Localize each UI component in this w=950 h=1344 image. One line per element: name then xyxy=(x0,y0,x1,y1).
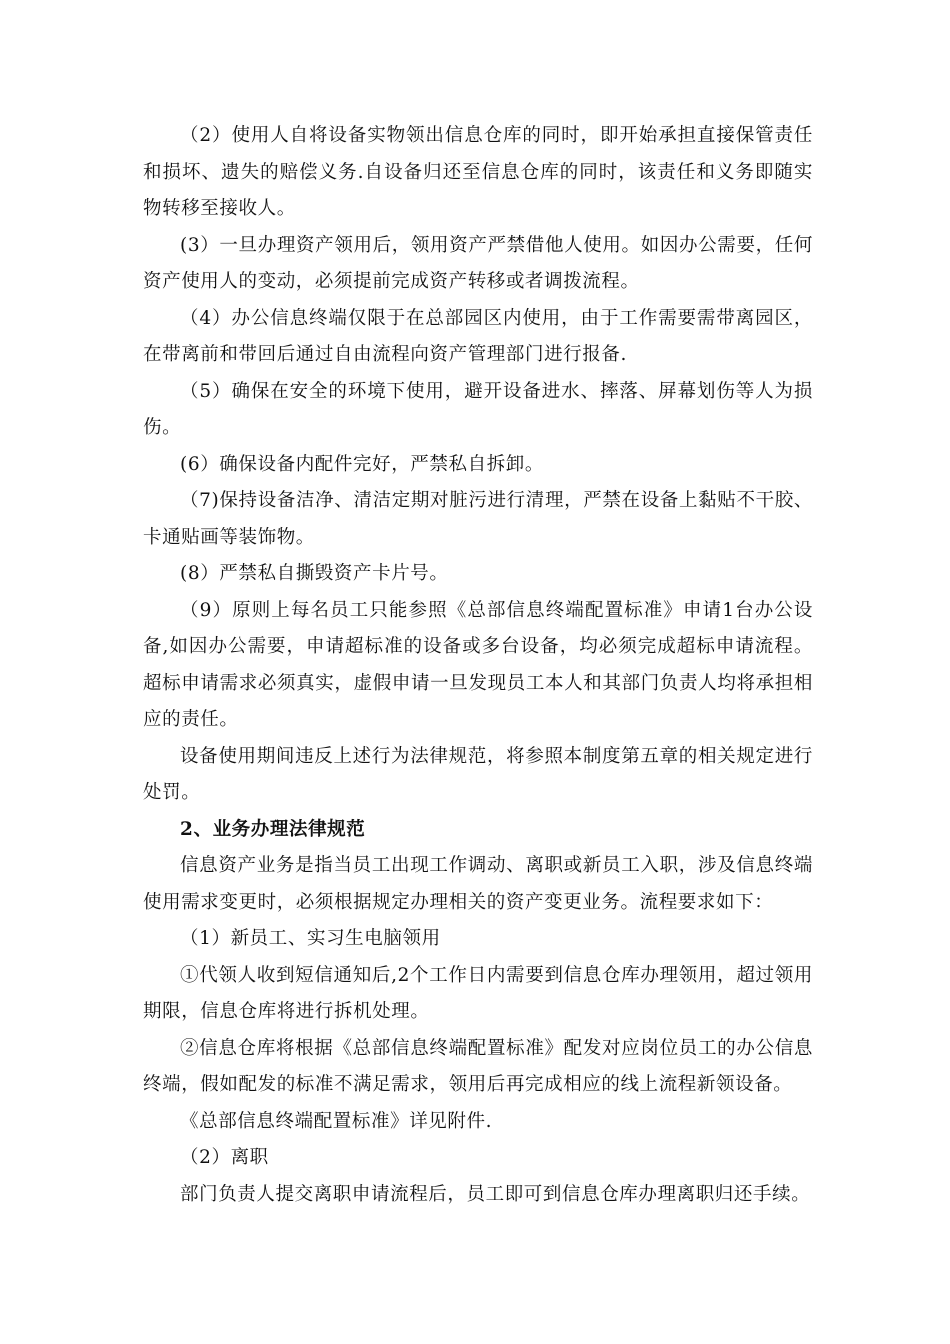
rule-item-1: ①代领人收到短信通知后,2个工作日内需要到信息仓库办理领用，超过领用期限，信息仓库将进行拆机处理。 xyxy=(143,964,813,1022)
paragraph-item-3: (3）一旦办理资产领用后，领用资产严禁借他人使用。如因办公需要，任何资产使用人的变动，必须提前完成资产转移或者调拨流程。 xyxy=(143,234,813,292)
paragraph-item-2: （2）使用人自将设备实物领出信息仓库的同时，即开始承担直接保管责任和损坏、遗失的赔偿义务.自设备归还至信息仓库的同时，该责任和义务即随实物转移至接收人。 xyxy=(143,125,813,219)
section-heading: 2、业务办理法律规范 xyxy=(180,818,366,840)
attachment-note: 《总部信息终端配置标准》详见附件. xyxy=(180,1110,493,1132)
violation-note: 设备使用期间违反上述行为法律规范，将参照本制度第五章的相关规定进行处罚。 xyxy=(143,745,813,803)
resignation-text: 部门负责人提交离职申请流程后，员工即可到信息仓库办理离职归还手续。 xyxy=(180,1183,811,1205)
subsection-resignation: （2）离职 xyxy=(180,1147,269,1168)
document-body xyxy=(143,118,813,1213)
subsection-new-employee: （1）新员工、实习生电脑领用 xyxy=(180,928,441,949)
paragraph-item-6: (6）确保设备内配件完好，严禁私自拆卸。 xyxy=(180,453,544,475)
rule-item-2: ②信息仓库将根据《总部信息终端配置标准》配发对应岗位员工的办公信息终端，假如配发的标准不满足需求，领用后再完成相应的线上流程新领设备。 xyxy=(143,1037,813,1095)
paragraph-item-8: (8）严禁私自撕毁资产卡片号。 xyxy=(180,563,449,584)
paragraph-item-7: （7)保持设备洁净、清洁定期对脏污进行清理，严禁在设备上黏贴不干胶、卡通贴画等装饰物。 xyxy=(143,490,813,548)
paragraph-item-5: （5）确保在安全的环境下使用，避开设备进水、摔落、屏幕划伤等人为损伤。 xyxy=(143,380,813,438)
section-intro: 信息资产业务是指当员工出现工作调动、离职或新员工入职，涉及信息终端使用需求变更时，必须根据规定办理相关的资产变更业务。流程要求如下： xyxy=(143,855,813,913)
paragraph-item-9: （9）原则上每名员工只能参照《总部信息终端配置标准》申请1台办公设备,如因办公需要，申请超标准的设备或多台设备，均必须完成超标申请流程。超标申请需求必须真实，虚假申请一旦发现员工本人和其部门负责人均将承担相应的责任。 xyxy=(143,599,813,730)
paragraph-item-4: （4）办公信息终端仅限于在总部园区内使用，由于工作需要需带离园区，在带离前和带回后通过自由流程向资产管理部门进行报备. xyxy=(143,307,813,365)
